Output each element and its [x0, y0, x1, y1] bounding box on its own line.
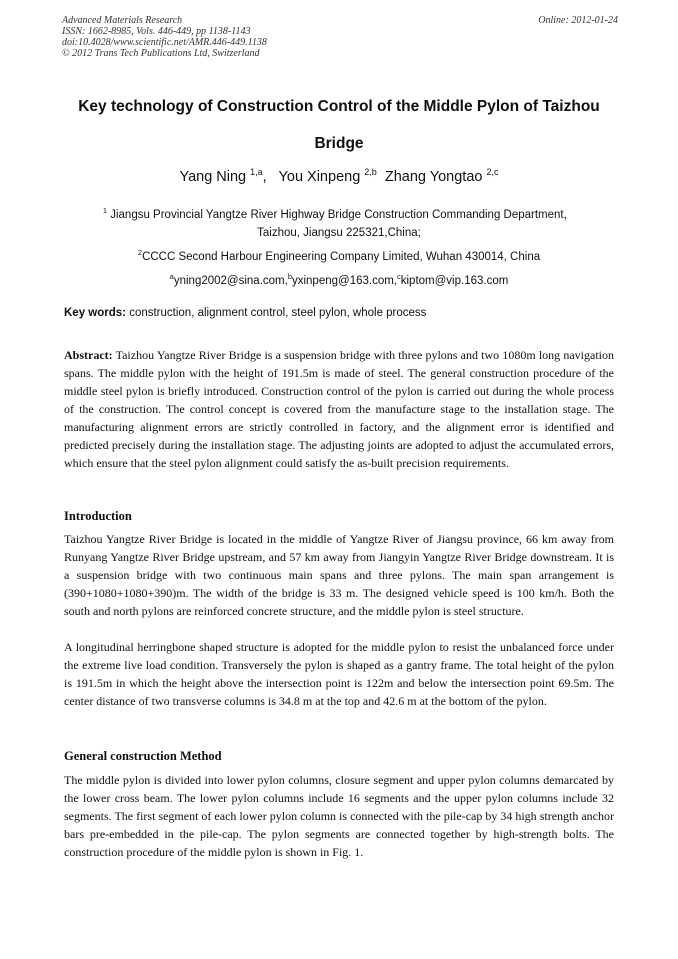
author-name: Yang Ning — [179, 168, 247, 185]
affiliation-text: Taizhou, Jiangsu 225321,China; — [257, 226, 421, 239]
email-link[interactable]: kiptom@vip.163.com — [400, 274, 509, 287]
email-link[interactable]: yxinpeng@163.com, — [291, 274, 397, 287]
paper-title — [40, 88, 638, 162]
title-line-2: Bridge — [314, 135, 364, 152]
email-marker: c — [397, 272, 401, 281]
affiliation-2 — [40, 244, 638, 266]
author-name: You Xinpeng — [278, 168, 361, 185]
issn-line: ISSN: 1662-8985, Vols. 446-449, pp 1138-1143 — [62, 26, 251, 37]
doi-line[interactable]: doi:10.4028/www.scientific.net/AMR.446-449.1138 — [62, 37, 267, 48]
author-superscript: 1,a — [250, 167, 263, 177]
affiliation-text: Jiangsu Provincial Yangtze River Highway Bridge Construction Commanding Department， — [107, 208, 576, 221]
introduction-paragraph-2: A longitudinal herringbone shaped structure is adopted for the middle pylon to resist the unbalanced force under the extreme live load condition. Transversely the pylon is shaped as a gantry frame. The total height of the pylon is 191.5m in which the height above the intersection point is 122m and below the intersection point 69.5m. The center distance of two transverse columns is 34.8 m at the top and 42.6 m at the bottom of the pylon. — [64, 640, 614, 708]
title-line-1: Key technology of Construction Control of the Middle Pylon of Taizhou — [78, 98, 600, 115]
affiliation-marker: 2 — [137, 248, 143, 257]
email-marker: b — [287, 272, 292, 281]
introduction-paragraph-1: Taizhou Yangtze River Bridge is located in the middle of Yangtze River of Jiangsu province, 66 km away from Runyang Yangtze River Bridge upstream, and 57 km away from Jiangyin Yangtze River Bridge downstream. It is a suspension bridge with two continuous main spans and three pylons. The main span arrangement is (390+1080+1080+390)m. The width of the bridge is 33 m. The designed vehicle speed is 100 km/h. Both the south and north pylons are reinforced concrete structure, and the middle pylon is steel structure. — [64, 532, 614, 618]
affiliation-text: CCCC Second Harbour Engineering Company Limited, Wuhan 430014, China — [142, 250, 541, 263]
author-list — [40, 167, 638, 185]
affiliation-1 — [40, 202, 638, 242]
method-paragraph: The middle pylon is divided into lower pylon columns, closure segment and upper pylon columns demarcated by the lower cross beam. The lower pylon columns include 16 segments and the upper pylon columns include 32 segments. The first segment of each lower pylon column is connected with the pile-cap by 34 high strength anchor bars pre-embedded in the pile-cap. The pylon segments are connected together by high-strength bolts. The construction procedure of the middle pylon is shown in Fig. 1. — [64, 773, 614, 859]
section-heading-introduction: Introduction — [64, 509, 132, 523]
keywords — [64, 307, 620, 319]
affiliation-marker: 1 — [102, 206, 108, 215]
copyright-line: © 2012 Trans Tech Publications Ltd, Switzerland — [62, 48, 260, 59]
email-marker: a — [169, 272, 174, 281]
abstract-label: Abstract: — [64, 348, 113, 362]
online-date: Online: 2012-01-24 — [538, 15, 618, 26]
author-superscript: 2,c — [486, 167, 499, 177]
keywords-label: Key words: — [64, 307, 126, 319]
abstract — [64, 346, 614, 472]
author-name: Zhang Yongtao — [384, 168, 483, 185]
journal-header — [62, 15, 618, 59]
author-superscript: 2,b — [364, 167, 377, 177]
author-separator — [377, 169, 381, 185]
author-separator: , — [262, 168, 275, 185]
email-link[interactable]: yning2002@sina.com, — [173, 274, 288, 287]
keywords-text: construction, alignment control, steel pylon, whole process — [126, 307, 427, 319]
email-list — [40, 268, 638, 290]
section-heading-method: General construction Method — [64, 749, 222, 763]
journal-name: Advanced Materials Research — [62, 15, 183, 26]
abstract-text: Taizhou Yangtze River Bridge is a suspension bridge with three pylons and two 1080m long navigation spans. The middle pylon with the height of 191.5m is made of steel. The general construction procedure of the middle steel pylon is briefly introduced. Construction control of the pylon is carried out during the whole process of the construction. The control concept is covered from the manufacture stage to the installation stage. The manufacturing alignment errors are strictly controlled in factory, and the alignment error is identified and predicted precisely during the installation stage. The adjusting joints are adopted to adjust the accumulated errors, which ensure that the steel pylon alignment could satisfy the as-built precision requirements. — [64, 348, 614, 470]
